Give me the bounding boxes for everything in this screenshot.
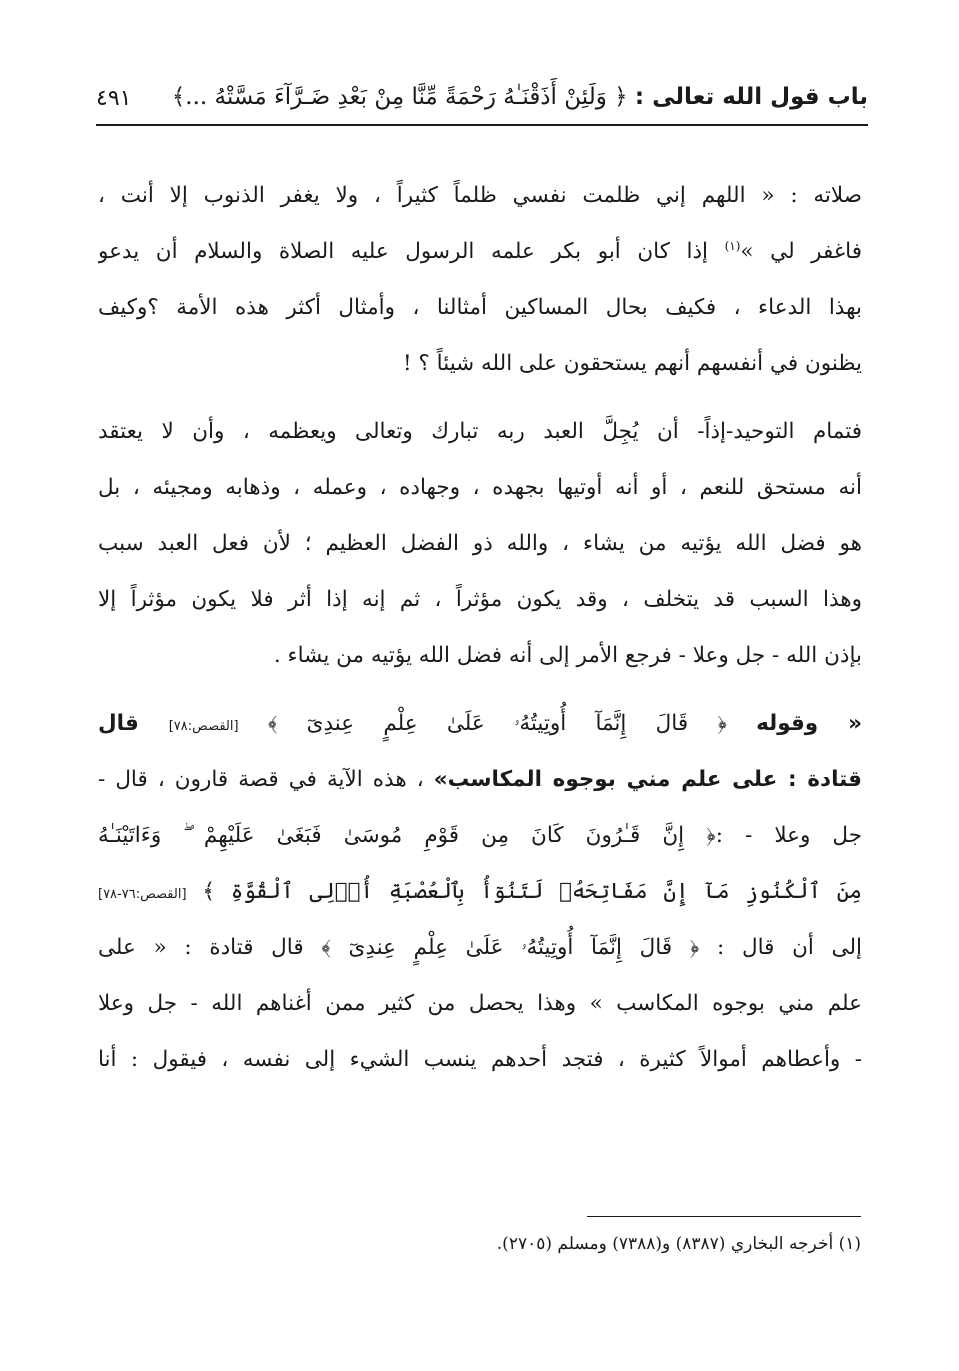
text-run-bold: قتادة : على علم مني بوجوه المكاسب» xyxy=(433,767,862,792)
paragraph-3-line-1 xyxy=(98,696,862,752)
quran-verse: ﴿ قَالَ إِنَّمَآ أُوتِيتُهُۥ عَلَىٰ عِلْمٍ عِندِىٓ ﴾ xyxy=(321,935,718,960)
paragraph-2-line-4: وهذا السبب قد يتخلف ، وقد يكون مؤثراً ، ثم إنه إذا أثر فلا يكون مؤثراً إلا xyxy=(98,587,862,612)
paragraph-3-line-6: علم مني بوجوه المكاسب » وهذا يحصل من كثير ممن أغناهم الله - جل وعلا xyxy=(98,991,862,1016)
paragraph-1-line-4: يظنون في أنفسهم أنهم يستحقون على الله شيئاً ؟ ! xyxy=(402,351,862,376)
paragraph-2-line-5: بإذن الله - جل وعلا - فرجع الأمر إلى أنه فضل الله يؤتيه من يشاء . xyxy=(273,643,862,668)
text-run-bold: « وقوله xyxy=(756,711,862,736)
running-header xyxy=(96,74,868,126)
text-run: قال قتادة : « على xyxy=(98,935,322,960)
paragraph-1-line-1: صلاته : « اللهم إني ظلمت نفسي ظلماً كثيراً ، ولا يغفر الذنوب إلا أنت ، xyxy=(98,183,862,208)
text-run: إلى أن قال : xyxy=(717,935,862,960)
paragraph-2-line-2: أنه مستحق للنعم ، أو أنه أوتيها بجهده ، وجهاده ، وعمله ، وذهابه ومجيئه ، بل xyxy=(98,475,862,500)
footnote-marker: (١) xyxy=(724,238,741,253)
quran-verse: ﴿ إِنَّ قَـٰرُونَ كَانَ مِن قَوْمِ مُوسَىٰ فَبَغَىٰ عَلَيْهِمْ ۖ وَءَاتَيْنَـٰهُ xyxy=(98,823,716,848)
paragraph-gap xyxy=(98,684,862,696)
paragraph-1-line-2 xyxy=(98,224,862,280)
chapter-title-verse: ﴿ وَلَئِنْ أَذَقْنَـٰهُ رَحْمَةً مِّنَّا مِنْ بَعْدِ ضَـرَّآءَ مَسَّتْهُ ...﴾ xyxy=(171,84,628,110)
paragraph-gap xyxy=(98,392,862,404)
paragraph-2-line-1: فتمام التوحيد-إذاً- أن يُجِلَّ العبد ربه تبارك وتعالى ويعظمه ، وأن لا يعتقد xyxy=(98,419,862,444)
paragraph-3-line-2 xyxy=(98,752,862,808)
quran-verse: مِنَ ٱلْكُنُوزِ مَآ إِنَّ مَفَاتِحَهُۥ لَتَنُوٓأُ بِٱلْعُصْبَةِ أُو۟لِى ٱلْقُوَّةِ ﴾ xyxy=(186,879,862,904)
paragraph-3-line-7: - وأعطاهم أموالاً كثيرة ، فتجد أحدهم ينسب الشيء إلى نفسه ، فيقول : أنا xyxy=(98,1047,862,1072)
header-rule xyxy=(96,124,868,126)
text-run: إذا كان أبو بكر علمه الرسول عليه الصلاة والسلام أن يدعو xyxy=(98,239,725,264)
paragraph-1-line-3: بهذا الدعاء ، فكيف بحال المساكين أمثالنا ، وأمثال أكثر هذه الأمة ؟وكيف xyxy=(98,295,862,320)
paragraph-3-line-5 xyxy=(98,920,862,976)
text-run: جل وعلا - : xyxy=(715,823,862,848)
footnote: (١) أخرجه البخاري (٨٣٨٧) و(٧٣٨٨) ومسلم (٢٧٠٥). xyxy=(496,1234,861,1254)
paragraph-2-line-3: هو فضل الله يؤتيه من يشاء ، والله ذو الفضل العظيم ؛ لأن فعل العبد سبب xyxy=(98,531,862,556)
quran-verse: ﴿ قَالَ إِنَّمَآ أُوتِيتُهُۥ عَلَىٰ عِلْمٍ عِندِىٓ ﴾ xyxy=(238,711,757,736)
chapter-title xyxy=(172,84,868,110)
text-run: فاغفر لي » xyxy=(740,239,862,264)
verse-reference: [القصص:٧٨] xyxy=(168,719,239,734)
footnote-rule xyxy=(587,1216,861,1217)
text-run-bold: قال xyxy=(98,711,169,736)
paragraph-3-line-3 xyxy=(98,808,862,864)
paragraph-3-line-4 xyxy=(98,864,862,920)
text-run: ، هذه الآية في قصة قارون ، قال - xyxy=(98,767,434,792)
verse-reference: [القصص:٧٦-٧٨] xyxy=(98,887,187,902)
chapter-title-label: باب قول الله تعالى : xyxy=(634,84,868,110)
page-number: ٤٩١ xyxy=(96,86,132,111)
body-text xyxy=(98,168,862,1088)
